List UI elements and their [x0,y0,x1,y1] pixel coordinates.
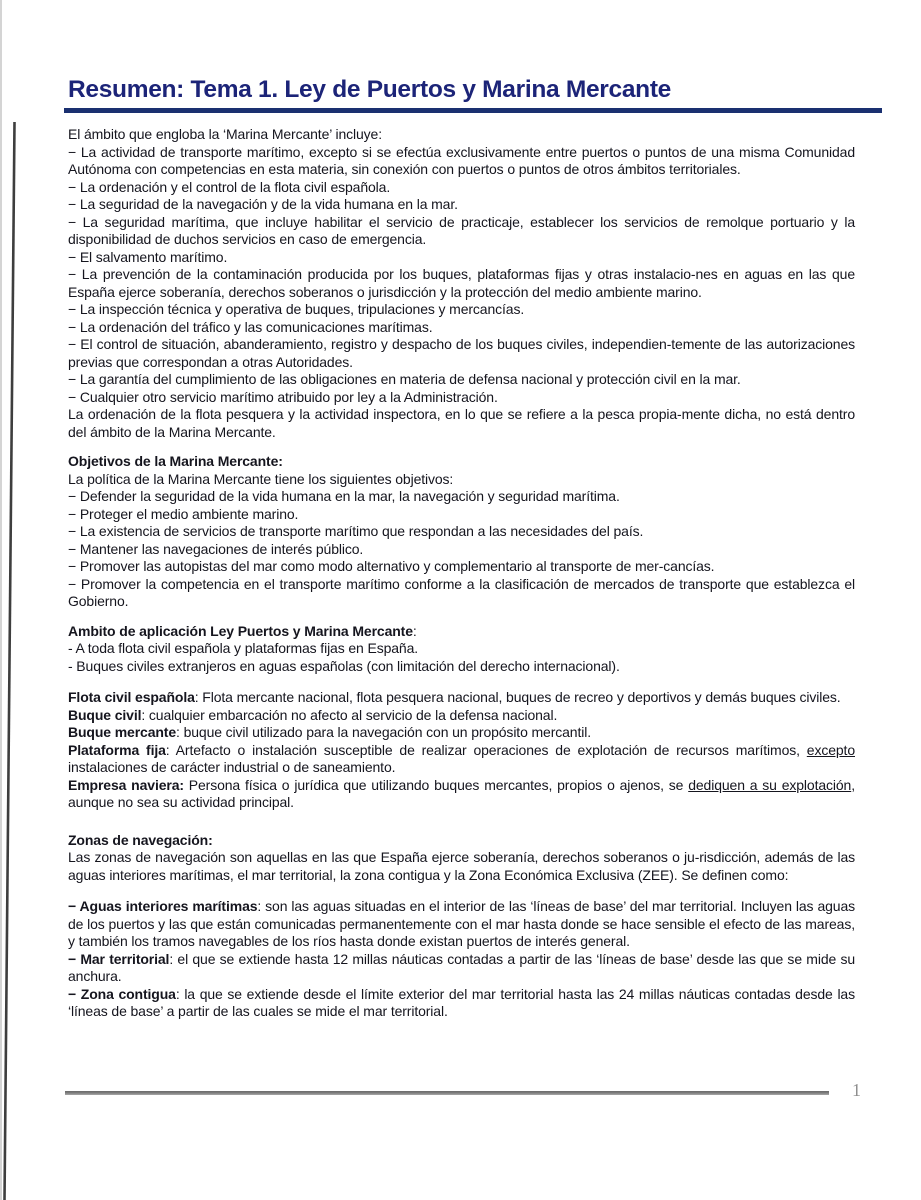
text-run: − La ordenación y el control de la flota civil española. [68,178,391,195]
paragraph [68,724,855,742]
text-run: La política de la Marina Mercante tiene los siguientes objetivos: [68,470,454,487]
text-run: : buque civil utilizado para la navegación con un propósito mercantil. [176,724,591,740]
text-run: Buque mercante [68,724,177,740]
paragraph [68,249,855,267]
text-run: Las zonas de navegación son aquellas en las que España ejerce soberanía, derechos soberanos o ju-risdicción, además de las aguas interiores marítimas, el mar territorial, la zona contigua y la Zona Económica Exclusiva (ZEE). Se definen como: [68,849,855,883]
text-run: - A toda flota civil española y plataformas fijas en España. [68,640,419,656]
paragraph [68,742,855,777]
text-run: - Buques civiles extranjeros en aguas españolas (con limitación del derecho internacional). [68,657,620,674]
section-heading [68,832,855,850]
paragraph [68,658,855,676]
blank-line [68,611,855,623]
text-run: − Promover las autopistas del mar como modo alternativo y complementario al transporte de mer-cancías. [68,558,715,574]
text-run: : Flota mercante nacional, flota pesquera nacional, buques de recreo y deportivos y demás buques civiles. [194,689,841,705]
title-underline-rule [64,108,882,113]
text-run: − La inspección técnica y operativa de buques, tripulaciones y mercancías. [68,301,525,317]
text-run: − El control de situación, abanderamiento, registro y despacho de los buques civiles, independien-temente de las autorizaciones previas que correspondan a otras Autoridades. [68,336,855,370]
document-body [68,126,855,1021]
text-run: − El salvamento marítimo. [68,248,228,265]
paragraph [68,576,855,611]
text-run: instalaciones de carácter industrial o de saneamiento. [68,759,396,775]
text-run: − La actividad de transporte marítimo, excepto si se efectúa exclusivamente entre puertos o puntos de una misma Comunidad Autónoma con competencias en esta materia, sin conexión con puertos o puntos de otros ámbitos territoriales. [68,143,855,177]
text-run: Plataforma fija [68,741,166,758]
text-run: : Artefacto o instalación susceptible de realizar operaciones de explotación de recursos marítimos, [165,741,807,758]
paragraph [68,777,855,812]
text-run: − La existencia de servicios de transporte marítimo que respondan a las necesidades del país. [68,523,644,539]
text-run: La ordenación de la flota pesquera y la actividad inspectora, en lo que se refiere a la pesca propia-mente dicha, no está dentro del ámbito de la Marina Mercante. [68,406,855,440]
blank-line [68,441,855,453]
text-run: − Mar territorial [68,950,170,967]
text-run: Persona física o jurídica que utilizando buques mercantes, propios o ajenos, se [183,776,689,793]
text-run: − La prevención de la contaminación producida por los buques, plataformas fijas y otras instalacio-nes en aguas en las que España ejerce soberanía, derechos soberanos o jurisdicción y la protección del medio ambiente marino. [68,266,855,300]
paragraph [68,126,855,144]
text-run: Zonas de navegación: [68,831,213,848]
paragraph [68,951,855,986]
text-run: Ambito de aplicación Ley Puertos y Marina Mercante [68,622,413,639]
paragraph [68,471,855,489]
text-run: : la que se extiende desde el límite exterior del mar territorial hasta las 24 millas náuticas contadas desde las ‘líneas de base’ a partir de las cuales se mide el mar territorial. [68,985,855,1019]
text-run: dediquen a su explotación [688,776,852,793]
blank-line [68,884,855,898]
paragraph [68,707,855,725]
text-run: Buque civil [68,706,142,723]
text-run: Empresa naviera: [68,776,184,793]
text-run: : son las aguas situadas en el interior de las ‘líneas de base’ del mar territorial. Incluyen las aguas de los puertos y las que están comunicadas permanentemente con el mar hasta donde se hace sensible el efecto de las mareas, y también los tramos navegables de los ríos hasta donde existan puertos de interés general. [68,898,855,949]
text-run: − Defender la seguridad de la vida humana en la mar, la navegación y seguridad marítima. [68,488,620,504]
text-run: − La seguridad de la navegación y de la vida humana en la mar. [68,196,458,212]
paragraph [68,640,855,658]
section-heading [68,453,855,471]
text-run: Objetivos de la Marina Mercante: [68,453,283,469]
text-run: : el que se extiende hasta 12 millas náuticas contadas a partir de las ‘líneas de base’ desde las que se mide su anchura. [68,950,855,984]
text-run: : [412,622,417,639]
paragraph [68,319,855,337]
text-run: − Cualquier otro servicio marítimo atribuido por ley a la Administración. [68,388,498,405]
paragraph [68,144,855,179]
paragraph [68,371,855,389]
section-heading [68,623,855,641]
paragraph [68,266,855,301]
page-left-edge [0,0,2,1200]
paragraph [68,898,855,951]
paragraph [68,196,855,214]
text-run: − Mantener las navegaciones de interés público. [68,540,364,557]
paragraph [68,689,855,707]
text-run: El ámbito que engloba la ‘Marina Mercante’ incluye: [68,126,382,142]
paragraph [68,506,855,524]
paragraph [68,406,855,441]
page-number: 1 [852,1080,861,1100]
paragraph [68,986,855,1021]
blank-line [68,812,855,832]
paragraph [68,541,855,559]
paragraph [68,558,855,576]
paragraph [68,488,855,506]
text-run: − La garantía del cumplimiento de las obligaciones en materia de defensa nacional y protección civil en la mar. [68,371,741,387]
paragraph [68,301,855,319]
paragraph [68,336,855,371]
paragraph [68,179,855,197]
text-run: Flota civil española [68,689,195,705]
paragraph [68,214,855,249]
text-run: − Promover la competencia en el transporte marítimo conforme a la clasificación de mercados de transporte que establezca el Gobierno. [68,575,855,609]
text-run: − La seguridad marítima, que incluye habilitar el servicio de practicaje, establecer los servicios de remolque portuario y la disponibilidad de duchos servicios en caso de emergencia. [68,213,855,247]
paragraph [68,389,855,407]
text-run: − Proteger el medio ambiente marino. [68,505,299,522]
text-run: − La ordenación del tráfico y las comunicaciones marítimas. [68,318,433,335]
text-run: − Zona contigua [68,985,176,1002]
text-run: , aunque no sea su actividad principal. [68,776,856,810]
page-title: Resumen: Tema 1. Ley de Puertos y Marina Mercante [68,76,672,103]
paragraph [68,523,855,541]
text-run: : cualquier embarcación no afecto al servicio de la defensa nacional. [141,706,558,723]
text-run: − Aguas interiores marítimas [68,898,258,914]
footer-rule [65,1091,829,1095]
text-run: excepto [806,741,855,758]
blank-line [68,675,855,689]
paragraph [68,849,855,884]
